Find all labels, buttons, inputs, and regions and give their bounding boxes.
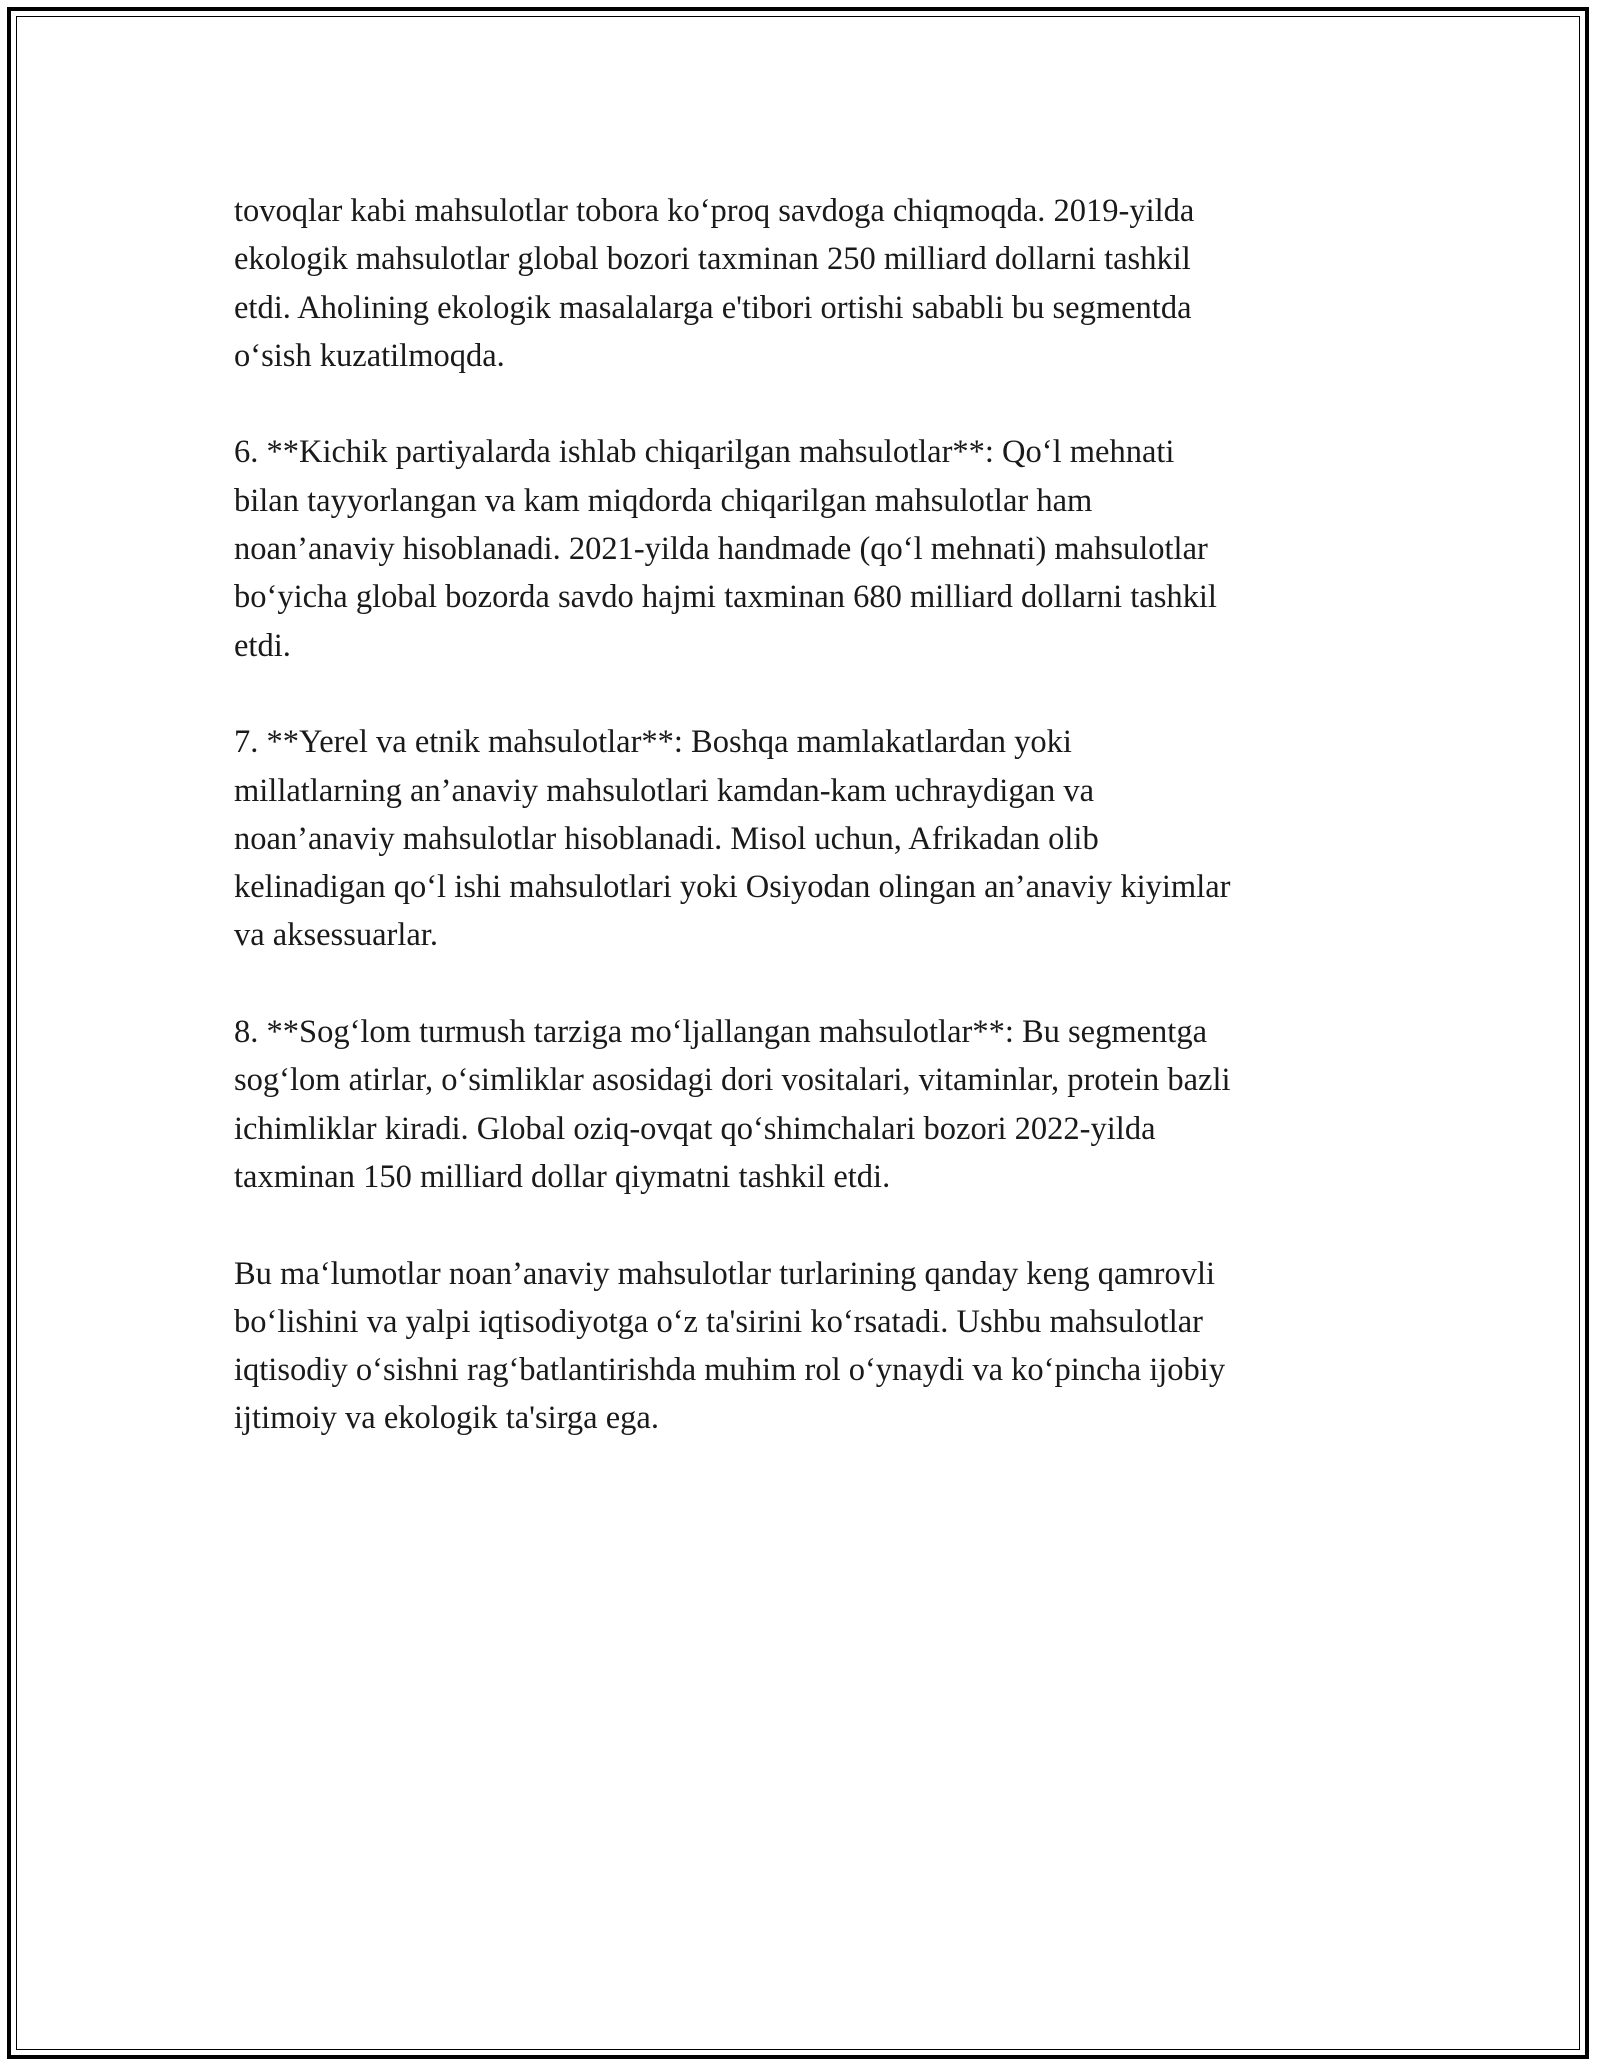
document-body [234,187,1384,1491]
paragraph-small-batch-products: 6. **Kichik partiyalarda ishlab chiqarilgan mahsulotlar**: Qo‘l mehnati bilan tayyorlangan va kam miqdorda chiqarilgan mahsulotlar ham noan’anaviy hisoblanadi. 2021-yilda handmade (qo‘l mehnati) mahsulotlar bo‘yicha global bozorda savdo hajmi taxminan 680 milliard dollarni tashkil etdi. [234,434,1217,664]
paragraph-ecological-products: tovoqlar kabi mahsulotlar tobora ko‘proq savdoga chiqmoqda. 2019-yilda ekologik mahsulotlar global bozori taxminan 250 milliard dollarni tashkil etdi. Aholining ekologik masalalarga e'tibori ortishi sababli bu segmentda o‘sish kuzatilmoqda. [234,193,1195,374]
paragraph-conclusion: Bu ma‘lumotlar noan’anaviy mahsulotlar turlarining qanday keng qamrovli bo‘lishini va yalpi iqtisodiyotga o‘z ta'sirini ko‘rsatadi. Ushbu mahsulotlar iqtisodiy o‘sishni rag‘batlantirishda muhim rol o‘ynaydi va ko‘pincha ijobiy ijtimoiy va ekologik ta'sirga ega. [234,1255,1226,1437]
paragraph-local-ethnic-products: 7. **Yerel va etnik mahsulotlar**: Boshqa mamlakatlardan yoki millatlarning an’anaviy mahsulotlari kamdan-kam uchraydigan va noan’anaviy mahsulotlar hisoblanadi. Misol uchun, Afrikadan olib kelinadigan qo‘l ishi mahsulotlari yoki Osiyodan olingan an’anaviy kiyimlar va aksessuarlar. [234,724,1231,954]
paragraph-healthy-lifestyle-products: 8. **Sog‘lom turmush tarziga mo‘ljallangan mahsulotlar**: Bu segmentga sog‘lom atirlar, o‘simliklar asosidagi dori vositalari, vitaminlar, protein bazli ichimliklar kiradi. Global oziq-ovqat qo‘shimchalari bozori 2022-yilda taxminan 150 milliard dollar qiymatni tashkil etdi. [234,1014,1231,1195]
